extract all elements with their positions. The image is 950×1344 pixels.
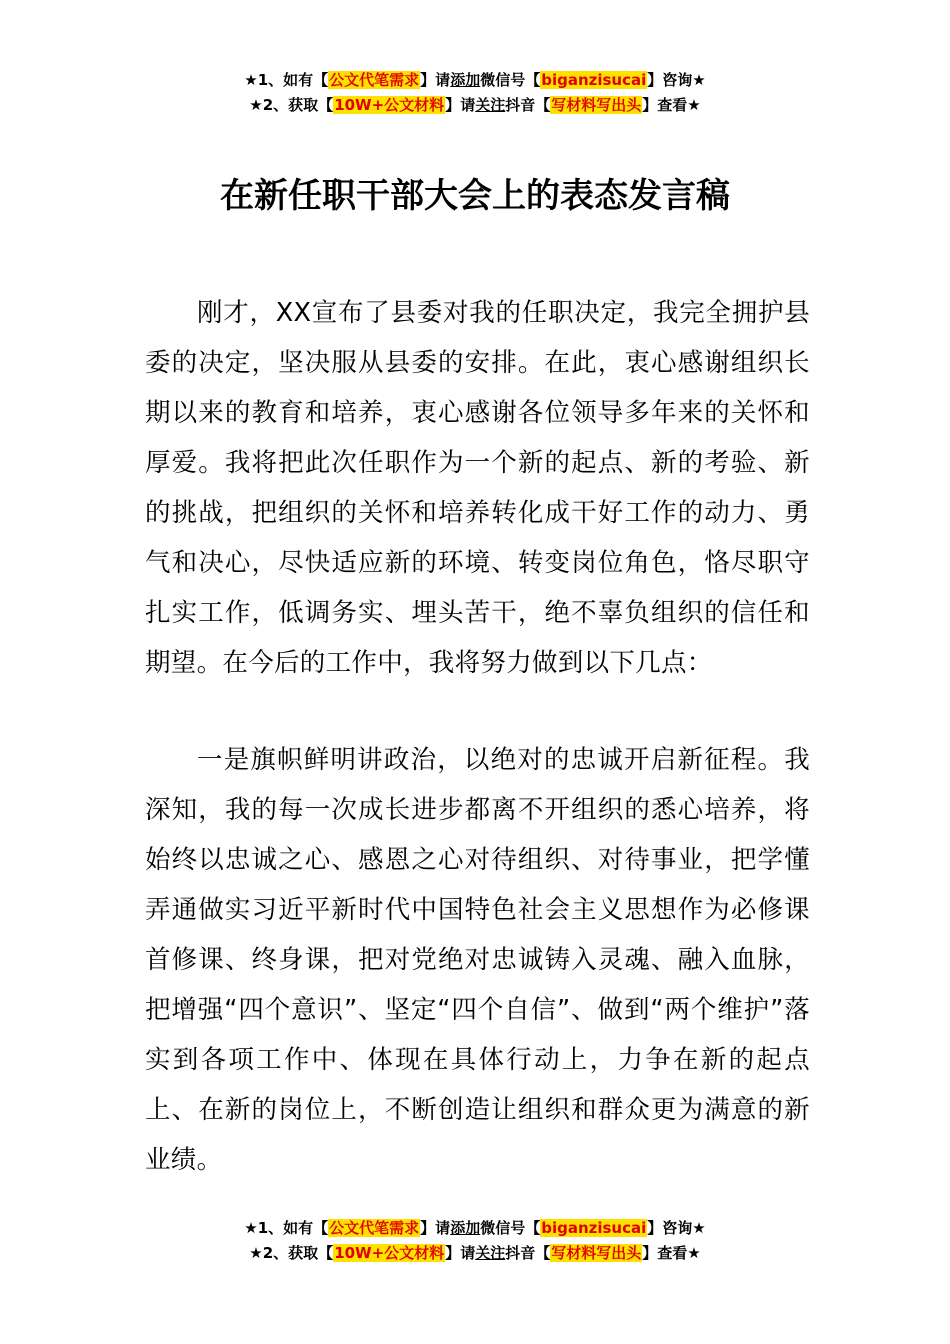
ad-highlight: 写材料写出头 bbox=[551, 96, 642, 114]
ad-highlight: 公文代笔需求 bbox=[329, 1219, 420, 1237]
ad-line-2: ★2、获取【10W+公文材料】请关注抖音【写材料写出头】查看★ bbox=[249, 96, 701, 114]
ad-highlight: 10W+公文材料 bbox=[334, 1244, 445, 1262]
ad-banner-bottom bbox=[0, 1216, 950, 1266]
ad-line-1: ★1、如有【公文代笔需求】请添加微信号【biganzisucai】咨询★ bbox=[244, 1219, 706, 1237]
ad-banner-top bbox=[0, 68, 950, 118]
ad-highlight: 公文代笔需求 bbox=[329, 71, 420, 89]
ad-highlight: biganzisucai bbox=[541, 1219, 647, 1237]
paragraph-point-1: 一是旗帜鲜明讲政治，以绝对的忠诚开启新征程。我深知，我的每一次成长进步都离不开组织的悉心培养，将始终以忠诚之心、感恩之心对待组织、对待事业，把学懂弄通做实习近平新时代中国特色社会主义思想作为必修课首修课、终身课，把对党绝对忠诚铸入灵魂、融入血脉，把增强“四个意识”、坚定“四个自信”、做到“两个维护”落实到各项工作中、体现在具体行动上，力争在新的起点上、在新的岗位上，不断创造让组织和群众更为满意的新业绩。 bbox=[145, 745, 810, 1175]
ad-highlight: 10W+公文材料 bbox=[334, 96, 445, 114]
ad-highlight: 写材料写出头 bbox=[551, 1244, 642, 1262]
paragraph-intro: 刚才，XX宣布了县委对我的任职决定，我完全拥护县委的决定，坚决服从县委的安排。在此，衷心感谢组织长期以来的教育和培养，衷心感谢各位领导多年来的关怀和厚爱。我将把此次任职作为一个新的起点、新的考验、新的挑战，把组织的关怀和培养转化成干好工作的动力、勇气和决心，尽快适应新的环境、转变岗位角色，恪尽职守扎实工作，低调务实、埋头苦干，绝不辜负组织的信任和期望。在今后的工作中，我将努力做到以下几点： bbox=[145, 298, 810, 678]
ad-line-2: ★2、获取【10W+公文材料】请关注抖音【写材料写出头】查看★ bbox=[249, 1244, 701, 1262]
ad-line-1: ★1、如有【公文代笔需求】请添加微信号【biganzisucai】咨询★ bbox=[244, 71, 706, 89]
document-title: 在新任职干部大会上的表态发言稿 bbox=[220, 175, 730, 216]
ad-highlight: biganzisucai bbox=[541, 71, 647, 89]
